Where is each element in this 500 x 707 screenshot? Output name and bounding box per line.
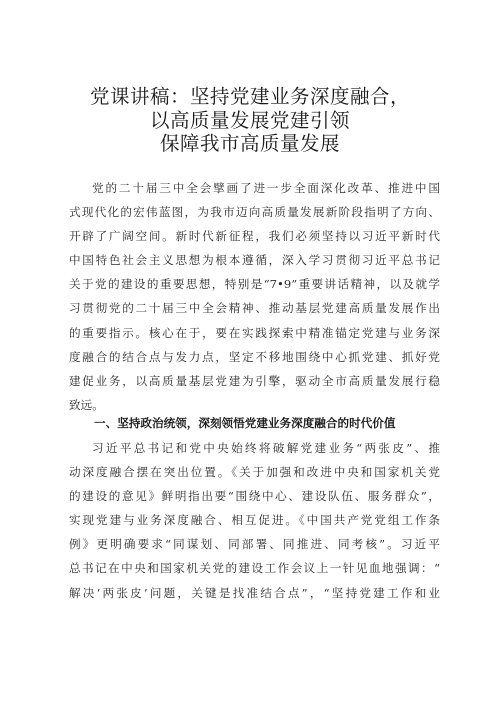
paragraph-line: 动深度融合摆在突出位置。《关于加强和改进中央和国家机关党	[69, 465, 440, 480]
paragraph-line: 的建设的意见》鲜明指出要“围绕中心、建设队伍、服务群众”，	[69, 489, 440, 504]
paragraph-line: 建促业务，以高质量基层党建为引擎，驱动全市高质量发展行稳	[69, 373, 440, 388]
paragraph-line: 实现党建与业务深度融合、相互促进。《中国共产党党组工作条	[69, 513, 440, 528]
paragraph-line: 总书记在中央和国家机关党的建设工作会议上一针见血地强调：“	[69, 561, 440, 576]
paragraph-line: 党的二十届三中全会擘画了进一步全面深化改革、推进中国	[92, 181, 440, 195]
document-title	[60, 85, 440, 156]
paragraph-line: 例》更明确要求“同谋划、同部署、同推进、同考核”。习近平	[69, 537, 440, 552]
paragraph-line: 致远。	[69, 397, 104, 412]
title-line-1: 党课讲稿：坚持党建业务深度融合，	[89, 85, 410, 108]
section-heading: 一、坚持政治统领，深刻领悟党建业务深度融合的时代价值	[94, 416, 396, 430]
paragraph-line: 解决‘两张皮’问题，关键是找准结合点”，“坚持党建工作和业	[69, 585, 440, 600]
intro-paragraph	[69, 176, 440, 417]
paragraph-line: 开辟了广阔空间。新时代新征程，我们必须坚持以习近平新时代	[69, 229, 440, 244]
paragraph-line: 习贯彻党的二十届三中全会精神、推动基层党建高质量发展作出	[69, 301, 440, 316]
title-line-2: 以高质量发展党建引领	[149, 108, 350, 132]
paragraph-line: 习近平总书记和党中央始终将破解党建业务“两张皮”、推	[92, 441, 440, 455]
paragraph-line: 式现代化的宏伟蓝图，为我市迈向高质量发展新阶段指明了方向、	[69, 205, 440, 220]
paragraph-line: 中国特色社会主义思想为根本遵循，深入学习贯彻习近平总书记	[69, 253, 440, 268]
section1-paragraph	[69, 436, 440, 605]
title-line-3: 保障我市高质量发展	[159, 132, 340, 155]
paragraph-line: 关于党的建设的重要思想，特别是“7•9”重要讲话精神，以及就学	[69, 277, 440, 292]
paragraph-line: 度融合的结合点与发力点，坚定不移地围绕中心抓党建、抓好党	[69, 349, 440, 364]
paragraph-line: 的重要指示。核心在于，要在实践探索中精准锚定党建与业务深	[69, 325, 440, 340]
